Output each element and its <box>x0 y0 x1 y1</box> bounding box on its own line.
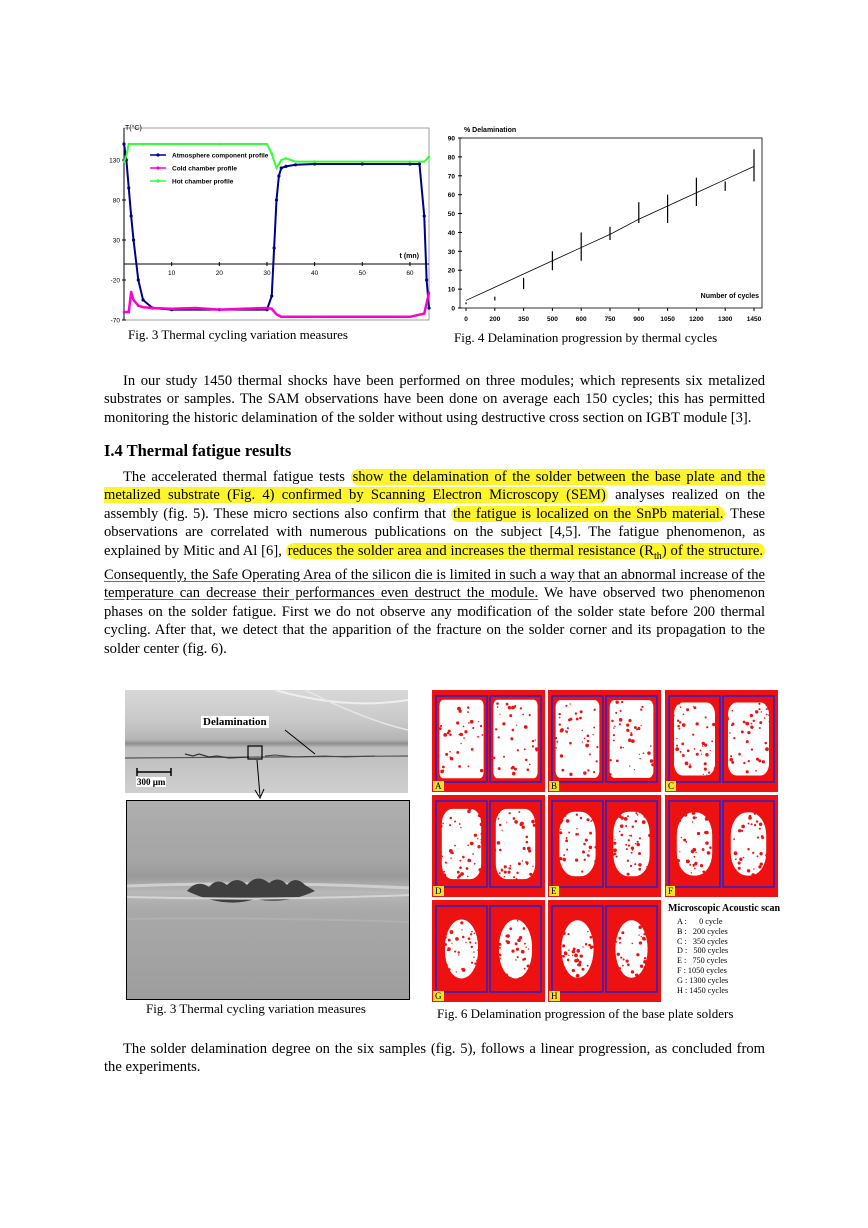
sam-legend-item: D : 500 cycles <box>677 946 729 956</box>
para2-text-2: analyses realized on the assembly (fig. 5). These micro sections also confirm that <box>104 487 765 522</box>
sam-panel-label: A <box>435 781 442 791</box>
sam-legend <box>665 900 780 1002</box>
fig3-point <box>273 246 276 249</box>
sem-image-zoom <box>126 800 410 1000</box>
sam-legend-item: H : 1450 cycles <box>677 985 729 995</box>
fig3-legend-marker <box>156 179 159 182</box>
fig3-point <box>280 166 283 169</box>
paragraph-1 <box>104 372 765 427</box>
fig3-xtick-label: 10 <box>168 270 176 277</box>
section-heading: I.4 Thermal fatigue results <box>104 441 292 460</box>
fig4-ytick-label: 80 <box>447 154 455 162</box>
sam-legend-item: F : 1050 cycles <box>677 965 727 975</box>
sam-legend-item: G : 1300 cycles <box>677 975 729 985</box>
fig3-xtick-label: 20 <box>215 270 223 277</box>
fig3-xtick-label: 40 <box>311 270 319 277</box>
fig3-point <box>123 160 126 163</box>
fig4-xtick-label: 900 <box>633 316 645 323</box>
sam-panel-h <box>548 900 661 1002</box>
fig3-point <box>285 157 288 160</box>
fig3-point <box>137 278 140 281</box>
fig3-ytick-label: 80 <box>112 197 120 205</box>
sam-legend-item: E : 750 cycles <box>677 956 728 966</box>
fig3-point <box>284 165 287 168</box>
para2-text-3: These observations are correlated with numerous publications on the subject [4,5]. The fatigue phenomenon, as explained by Mitic and Al [6], <box>104 505 765 559</box>
fig4-xtick-label: 500 <box>546 316 558 323</box>
fig3-point <box>418 162 421 165</box>
paragraph-3 <box>104 1040 765 1077</box>
fig3-xtick-label: 30 <box>263 270 271 277</box>
fig3-point <box>141 298 144 301</box>
fig4-ytick-label: 70 <box>447 173 455 181</box>
fig3-point <box>409 316 412 319</box>
para2-text-1: The accelerated thermal fatigue tests <box>123 469 351 485</box>
fig4-chart <box>440 120 770 325</box>
fig3-point <box>122 142 125 145</box>
fig3-legend-marker <box>156 166 159 169</box>
fig4-ytick-label: 40 <box>447 229 455 237</box>
fig6-caption: Fig. 6 Delamination progression of the base plate solders <box>437 1006 734 1021</box>
sam-panel-label: F <box>668 886 674 896</box>
fig3-point <box>361 162 364 165</box>
fig3-xtick-label: 60 <box>406 270 414 277</box>
fig3-point <box>132 238 135 241</box>
scale-bar-label: 300 µm <box>137 777 166 787</box>
fig3-point <box>280 316 283 319</box>
sam-panel-d <box>432 795 545 897</box>
fig4-ytick-label: 90 <box>447 135 455 143</box>
fig3-point <box>423 214 426 217</box>
fig3-point <box>127 143 130 146</box>
paragraph-2 <box>104 468 765 658</box>
fig4-xlabel: Number of cycles <box>700 293 759 300</box>
fig4-xtick-label: 350 <box>518 316 530 323</box>
fig4-ytick-label: 50 <box>447 211 455 219</box>
fig3-ylabel: T(°C) <box>125 125 142 132</box>
fig3-ytick-label: 130 <box>109 157 120 165</box>
fig3-point <box>270 294 273 297</box>
fig3-point <box>142 143 145 146</box>
fig3-ytick-label: -70 <box>110 317 120 325</box>
fig4-xtick-label: 750 <box>604 316 616 323</box>
fig4-xtick-label: 0 <box>464 316 468 323</box>
fig3-point <box>313 316 316 319</box>
fig3-point <box>428 156 431 159</box>
fig3-ytick-label: 30 <box>112 237 120 245</box>
sam-legend-item: C : 350 cycles <box>677 936 728 946</box>
fig3-ytick-label: -20 <box>110 277 120 285</box>
fig4-ylabel: % Delamination <box>464 127 517 134</box>
fig3-point <box>151 307 154 310</box>
fig4-ytick-label: 20 <box>447 267 455 275</box>
sam-legend-title: Microscopic Acoustic scan <box>668 903 781 914</box>
para2-highlight-3: reduces the solder area and increases the thermal resistance $(R_{th})$ of the structure. <box>287 542 763 562</box>
fig3-point <box>278 163 281 166</box>
fig3-legend-label: Cold chamber profile <box>172 165 238 173</box>
para2-text-5: We have observed two phenomenon phases on the solder fatigue. First we do not observe any modification of the solder state before 200 thermal cycling. After that, we detect that the apparition of the fracture on the solder corner and its propagation to the solder center (fig. 6). <box>104 585 765 657</box>
fig3-point <box>294 163 297 166</box>
para2-underlined: Consequently, the Safe Operating Area of the silicon die is limited in such a way that an abnormal increase of the temperature can decrease their performances even destruct the module. <box>104 566 765 602</box>
fig3-point <box>127 186 130 189</box>
fig3-legend-label: Atmosphere component profile <box>172 152 269 160</box>
fig4-xtick-label: 200 <box>489 316 501 323</box>
fig3-series-line <box>124 292 429 317</box>
sam-panel-label: B <box>551 781 558 791</box>
sam-panel-label: C <box>668 781 675 791</box>
para2-highlight-1: show the delamination of the solder between the base plate and the metalized substrate (Fig. 4) confirmed by Scanning Electron Microscopy (SEM) <box>104 469 765 504</box>
fig3-chart <box>109 120 432 325</box>
sam-panel-f <box>665 795 778 897</box>
fig3-point <box>270 152 273 155</box>
fig3-point <box>130 291 133 294</box>
fig3-caption: Fig. 3 Thermal cycling variation measures <box>128 327 348 342</box>
sam-legend-item: B : 200 cycles <box>677 926 728 936</box>
fig3-point <box>130 214 133 217</box>
sam-legend-item: A : 0 cycle <box>677 917 723 926</box>
sam-panel-label: H <box>551 991 558 1001</box>
sam-panel-e <box>548 795 661 897</box>
paragraph-1-text: In our study 1450 thermal shocks have been performed on three modules; which represents six metalized substrates or samples. The SAM observations have been done on average each 150 cycles; this has permitted monitoring the historic delamination of the solder without using destructive cross section on IGBT module [3]. <box>104 373 765 426</box>
fig3-point <box>409 160 412 163</box>
fig3-legend-marker <box>156 153 159 156</box>
fig3-point <box>242 308 245 311</box>
fig3-point <box>425 278 428 281</box>
fig3-xtick-label: 50 <box>358 270 366 277</box>
fig3-point <box>275 198 278 201</box>
fig3-point <box>427 306 430 309</box>
fig3-legend-label: Hot chamber profile <box>172 178 234 186</box>
fig4-xtick-label: 1050 <box>660 316 675 323</box>
fig4-xtick-label: 1300 <box>717 316 733 323</box>
fig4-ytick-label: 30 <box>447 248 455 256</box>
fig3-xlabel: t (mn) <box>399 253 419 260</box>
fig4-caption: Fig. 4 Delamination progression by thermal cycles <box>454 330 718 345</box>
fig4-ytick-label: 60 <box>447 192 455 200</box>
zoom-arrow-icon <box>250 758 270 802</box>
fig3-point <box>137 304 140 307</box>
sam-panel-g <box>432 900 545 1002</box>
fig3-plot-frame <box>124 128 429 320</box>
delamination-label: Delamination <box>203 716 267 728</box>
fig4-xtick-label: 1450 <box>746 316 762 323</box>
fig3-point <box>277 174 280 177</box>
fig3b-caption: Fig. 3 Thermal cycling variation measures <box>146 1001 366 1016</box>
sam-panel-label: G <box>435 991 442 1001</box>
fig3-point <box>218 143 221 146</box>
sam-panel-b <box>548 690 661 792</box>
paragraph-3-text: The solder delamination degree on the six samples (fig. 5), follows a linear progression, as concluded from the experiments. <box>104 1041 765 1076</box>
fig3-point <box>428 292 431 295</box>
fig3-point <box>123 311 126 314</box>
fig4-ytick-label: 0 <box>451 305 455 313</box>
sam-panel-label: D <box>435 886 442 896</box>
fig3-point <box>194 307 197 310</box>
fig4-xtick-label: 600 <box>575 316 587 323</box>
para2-highlight-2: the fatigue is localized on the SnPb material. <box>453 505 724 522</box>
sam-panel-a <box>432 690 545 792</box>
fig3-point <box>270 308 273 311</box>
fig3-point <box>313 160 316 163</box>
sam-panel-c <box>665 690 778 792</box>
sam-panel-label: E <box>551 886 557 896</box>
fig4-xtick-label: 1200 <box>689 316 704 323</box>
fig4-ytick-label: 10 <box>447 286 455 294</box>
